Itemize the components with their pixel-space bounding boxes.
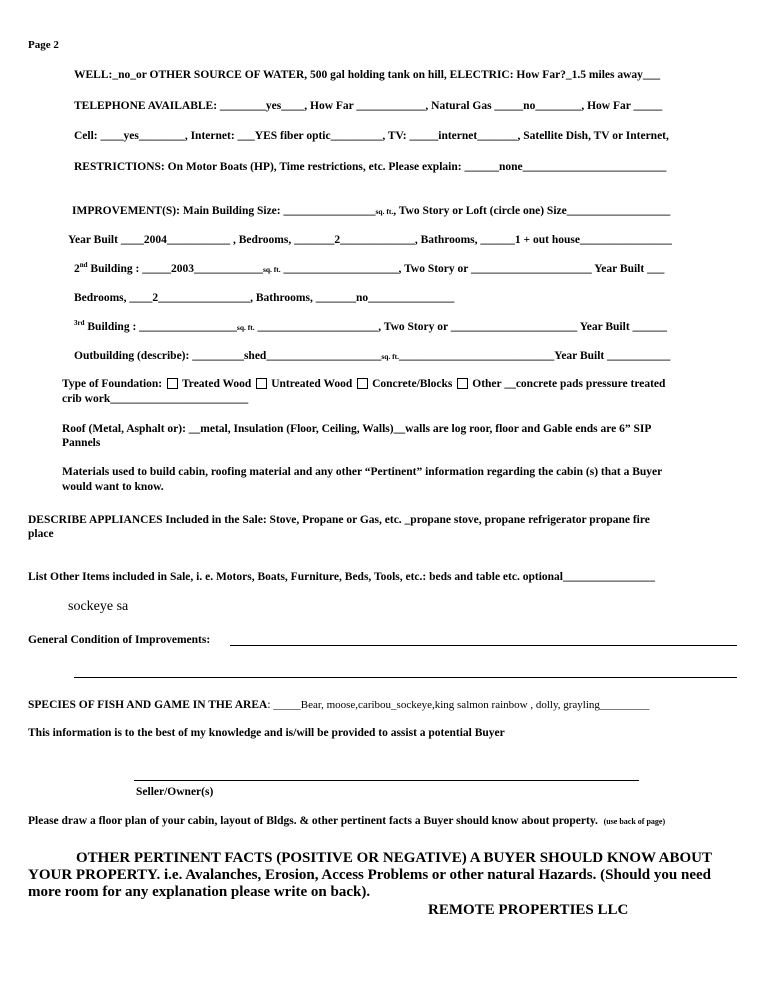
main-building-unit: sq. ft.: [375, 207, 394, 216]
company-name: REMOTE PROPERTIES LLC: [428, 902, 629, 918]
materials-line-2: would want to know.: [62, 481, 164, 493]
page-label: Page 2: [28, 39, 59, 51]
general-condition-line-1: [230, 645, 737, 646]
treated-wood-checkbox[interactable]: [167, 378, 178, 389]
main-building-text: IMPROVEMENT(S): Main Building Size: ________________: [72, 205, 376, 217]
pertinent-line-3: more room for any explanation please write on back).: [28, 884, 371, 900]
second-building-unit: sq. ft.: [262, 265, 281, 274]
third-building-text-2: _____________________, Two Story or ______________________ Year Built ______: [254, 321, 668, 333]
outbuilding-text: Outbuilding (describe): _________shed____________________: [74, 350, 382, 362]
year-built-line: Year Built ____2004___________ , Bedrooms, _______2_____________, Bathrooms, ______1 + out house________________: [68, 234, 672, 246]
concrete-blocks-checkbox[interactable]: [357, 378, 368, 389]
seller-label: Seller/Owner(s): [136, 786, 214, 798]
floor-plan-line: [28, 814, 665, 829]
second-building-num: 2: [74, 263, 80, 275]
outbuilding-unit: sq. ft.: [381, 352, 400, 361]
foundation-other-text: __concrete pads pressure treated: [504, 378, 666, 390]
other-items-note: sockeye sa: [68, 599, 129, 614]
general-condition-label: General Condition of Improvements:: [28, 634, 211, 646]
roof-line-2: Pannels: [62, 437, 101, 449]
telephone-line: TELEPHONE AVAILABLE: ________yes____, How Far ____________, Natural Gas _____no________, How Far _____: [74, 100, 663, 112]
species-colon: :: [267, 699, 271, 711]
second-building-text-2: ____________________, Two Story or _____________________ Year Built ___: [280, 263, 665, 275]
main-building-line: [72, 204, 670, 219]
roof-line-1: Roof (Metal, Asphalt or): __metal, Insulation (Floor, Ceiling, Walls)__walls are log roor, floor and Gable ends are 6” SIP: [62, 423, 652, 435]
cell-line: Cell: ____yes________, Internet: ___YES fiber optic_________, TV: _____internet_______, Satellite Dish, TV or Internet,: [74, 130, 669, 142]
other-label: Other: [472, 378, 502, 390]
third-building-text: Building : _________________: [84, 321, 237, 333]
floor-plan-text: Please draw a floor plan of your cabin, layout of Bldgs. & other pertinent facts a Buyer should know about property.: [28, 815, 598, 827]
foundation-label: Type of Foundation:: [62, 378, 163, 390]
floor-plan-note: (use back of page): [603, 817, 666, 826]
restrictions-line: RESTRICTIONS: On Motor Boats (HP), Time restrictions, etc. Please explain: ______none_________________________: [74, 161, 667, 173]
appliances-line-1: DESCRIBE APPLIANCES Included in the Sale: Stove, Propane or Gas, etc. _propane stove, propane refrigerator propane fire: [28, 514, 650, 526]
untreated-wood-label: Untreated Wood: [271, 378, 353, 390]
second-building-text: Building : _____2003____________: [87, 263, 263, 275]
main-building-text-2: , Two Story or Loft (circle one) Size__________________: [393, 205, 671, 217]
second-building-line: [74, 262, 664, 277]
third-building-unit: sq. ft.: [236, 323, 255, 332]
species-value: _____Bear, moose,caribou_sockeye,king salmon rainbow , dolly, grayling_________: [270, 699, 650, 711]
appliances-line-2: place: [28, 528, 54, 540]
third-building-sup: 3rd: [74, 319, 85, 328]
species-label: SPECIES OF FISH AND GAME IN THE AREA: [28, 699, 268, 711]
well-line: WELL:_no_or OTHER SOURCE OF WATER, 500 gal holding tank on hill, ELECTRIC: How Far?_1.5 miles away___: [74, 69, 661, 81]
untreated-wood-checkbox[interactable]: [256, 378, 267, 389]
bedrooms-line: Bedrooms, ____2________________, Bathrooms, _______no_______________: [74, 292, 455, 304]
pertinent-line-1: OTHER PERTINENT FACTS (POSITIVE OR NEGATIVE) A BUYER SHOULD KNOW ABOUT: [76, 850, 712, 866]
third-building-line: [74, 320, 667, 335]
species-line: [28, 698, 649, 712]
treated-wood-label: Treated Wood: [181, 378, 252, 390]
pertinent-line-2: YOUR PROPERTY. i.e. Avalanches, Erosion, Access Problems or other natural Hazards. (Should you need: [28, 867, 711, 883]
other-checkbox[interactable]: [457, 378, 468, 389]
materials-line-1: Materials used to build cabin, roofing material and any other “Pertinent” information regarding the cabin (s) that a Buyer: [62, 466, 663, 478]
foundation-line-2: crib work________________________: [62, 393, 249, 405]
second-building-sup: nd: [79, 261, 88, 270]
seller-signature-line: [134, 780, 639, 781]
outbuilding-text-2: ___________________________Year Built ___________: [399, 350, 671, 362]
general-condition-line-2: [74, 677, 737, 678]
outbuilding-line: [74, 349, 670, 364]
other-items-line: List Other Items included in Sale, i. e. Motors, Boats, Furniture, Beds, Tools, etc.: beds and table etc. optional________________: [28, 571, 655, 583]
concrete-blocks-label: Concrete/Blocks: [372, 378, 453, 390]
knowledge-line: This information is to the best of my knowledge and is/will be provided to assist a potential Buyer: [28, 727, 505, 739]
foundation-line: [62, 377, 665, 391]
